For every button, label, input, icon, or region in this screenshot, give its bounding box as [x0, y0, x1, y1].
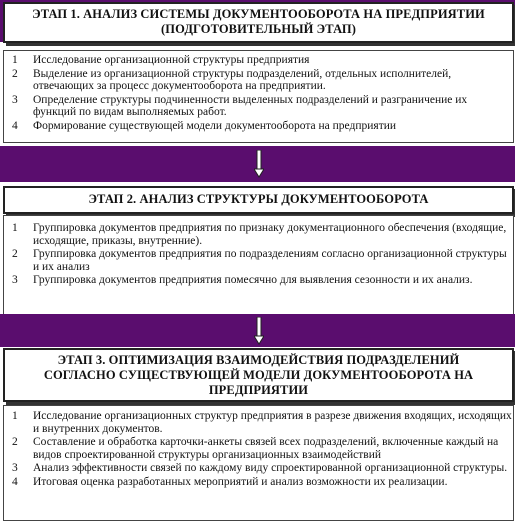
stage-2-list	[3, 215, 514, 315]
list-item	[4, 68, 513, 93]
item-number: 1	[12, 222, 18, 234]
stage-2-title	[3, 186, 514, 214]
item-number: 1	[12, 54, 18, 66]
item-text: Составление и обработка карточки-анкеты связей всех подразделений, включенные каждый на видов спроектированной структуры организационных взаимодействий	[33, 436, 499, 461]
item-number: 2	[12, 67, 18, 80]
down-arrow-icon	[254, 317, 264, 345]
item-text: Исследование организационных структур предприятия в разрезе движения входящих, исходящих и внутренних документов.	[33, 410, 512, 435]
stage-1-title-line-2: (ПОДГОТОВИТЕЛЬНЫЙ ЭТАП)	[161, 22, 356, 36]
item-text: Определение структуры подчиненности выделенных подразделений и разграничение их функций по видам выполняемых работ.	[33, 93, 468, 119]
item-text: Группировка документов предприятия по подразделениям согласно организационной структуры и их анализ	[33, 248, 507, 273]
list-item	[4, 222, 513, 247]
list-item	[4, 436, 513, 461]
stage-1-title-line-1: ЭТАП 1. АНАЛИЗ СИСТЕМЫ ДОКУМЕНТООБОРОТА НА ПРЕДПРИЯТИИ	[32, 7, 485, 21]
stage-3-title-line-2: СОГЛАСНО СУЩЕСТВУЮЩЕЙ МОДЕЛИ ДОКУМЕНТООБОРОТА НА	[43, 368, 474, 382]
list-item	[4, 94, 513, 119]
item-number: 4	[12, 119, 18, 132]
item-text: Исследование организационной структуры предприятия	[33, 54, 310, 66]
list-item	[4, 274, 513, 287]
item-number: 3	[12, 274, 18, 287]
stage-3-title	[3, 348, 514, 402]
list-item	[4, 410, 513, 435]
list-item	[4, 248, 513, 273]
down-arrow-icon	[254, 150, 264, 178]
item-number: 3	[12, 462, 18, 475]
item-text: Итоговая оценка разработанных мероприятий и анализ возможности их реализации.	[33, 475, 448, 488]
item-text: Формирование существующей модели документооборота на предприятии	[33, 119, 397, 132]
item-number: 2	[12, 248, 18, 261]
stage-3-title-line-3: ПРЕДПРИЯТИИ	[208, 383, 309, 397]
stage-3-title-line-1: ЭТАП 3. ОПТИМИЗАЦИЯ ВЗАИМОДЕЙСТВИЯ ПОДРАЗДЕЛЕНИЙ	[57, 353, 460, 367]
list-item	[4, 462, 513, 475]
list-item	[4, 54, 513, 67]
stage-1-list	[3, 50, 514, 143]
item-number: 2	[12, 436, 18, 449]
stage-1-title	[3, 2, 514, 43]
list-item	[4, 476, 513, 489]
item-text: Выделение из организационной структуры подразделений, отдельных исполнителей, отвечающих за процесс документооборота на предприятии.	[33, 67, 452, 93]
item-text: Анализ эффективности связей по каждому виду спроектированной организационной структуры.	[33, 462, 508, 475]
item-text: Группировка документов предприятия по признаку документационного обеспечения (входящие, исходящие, приказы, внутренние).	[33, 222, 507, 247]
item-number: 1	[12, 410, 18, 422]
item-text: Группировка документов предприятия помесячно для выявления сезонности и их анализ.	[33, 274, 473, 287]
list-item	[4, 120, 513, 133]
item-number: 4	[12, 475, 18, 488]
stage-2-title-line-1: ЭТАП 2. АНАЛИЗ СТРУКТУРЫ ДОКУМЕНТООБОРОТА	[88, 192, 429, 206]
stage-3-list	[3, 405, 514, 521]
item-number: 3	[12, 93, 18, 106]
